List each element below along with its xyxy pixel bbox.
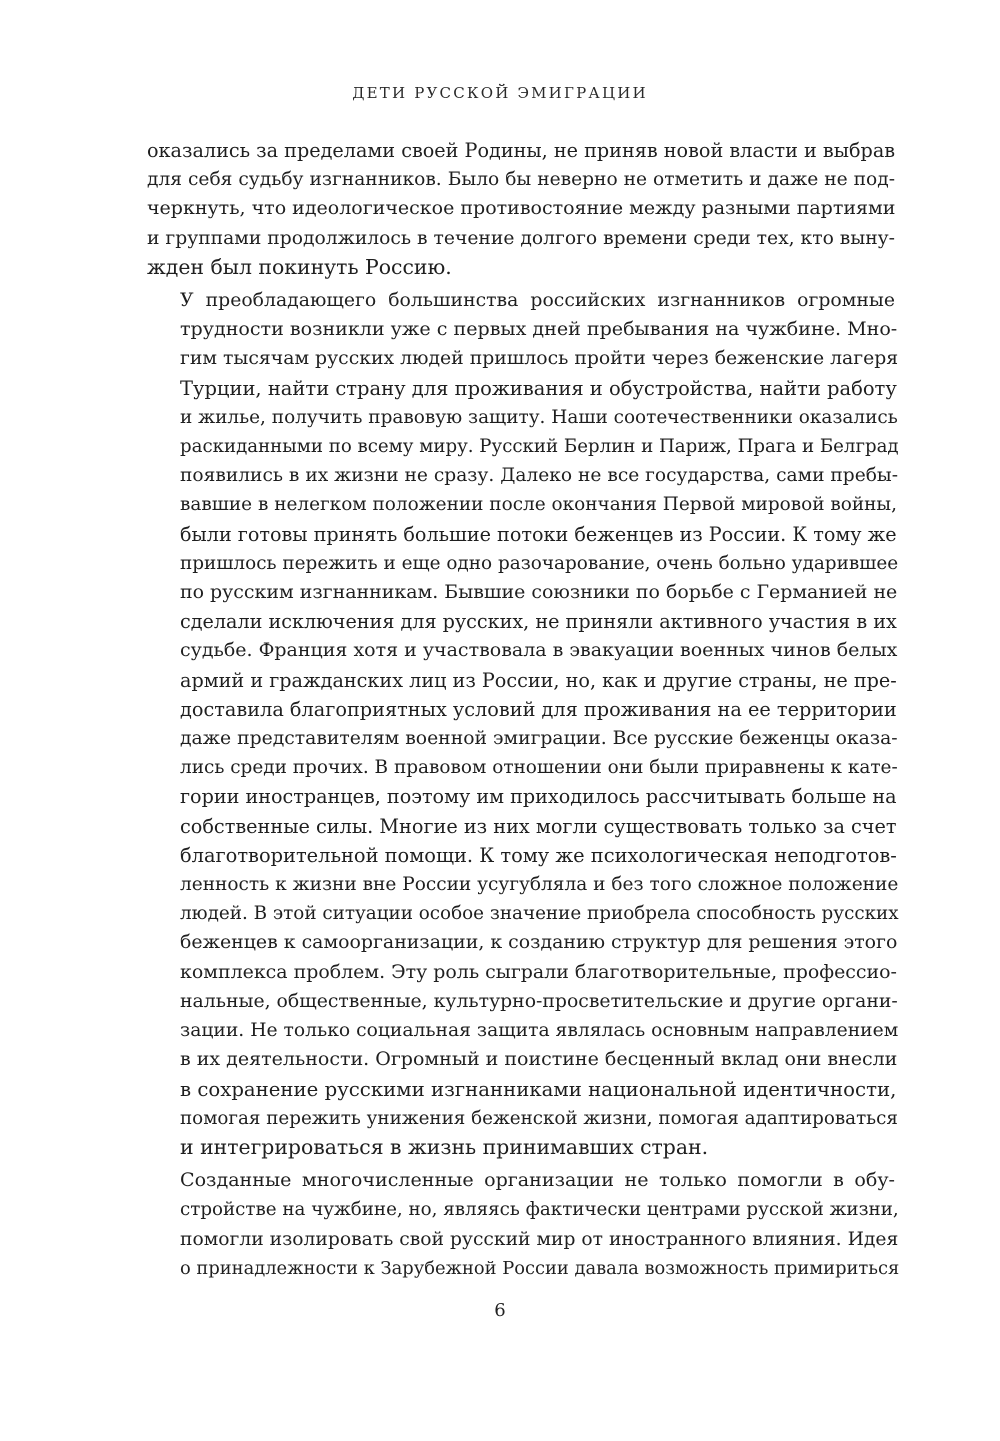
text-line: Турции, найти страну для проживания и обустройства, найти работу xyxy=(180,376,897,400)
text-line: У преобладающего большинства российских изгнанников огромные xyxy=(180,290,895,312)
text-line: раскиданными по всему миру. Русский Берлин и Париж, Прага и Белград xyxy=(180,436,899,458)
text-line: вавшие в нелегком положении после окончания Первой мировой войны, xyxy=(180,494,897,516)
text-line: в сохранение русскими изгнанниками национальной идентичности, xyxy=(180,1077,897,1101)
text-line: даже представителям военной эмиграции. Все русские беженцы оказа- xyxy=(180,728,898,750)
text-line: в их деятельности. Огромный и поистине бесценный вклад они внесли xyxy=(180,1048,898,1071)
text-line: и интегрироваться в жизнь принимавших стран. xyxy=(180,1134,709,1159)
text-line: помогли изолировать свой русский мир от иностранного влияния. Идея xyxy=(180,1228,899,1250)
body-text xyxy=(147,136,900,1287)
text-line: нальные, общественные, культурно-просветительские и другие органи- xyxy=(180,990,898,1012)
paragraph-3 xyxy=(147,1166,900,1283)
text-line: пришлось пережить и еще одно разочарование, очень больно ударившее xyxy=(180,552,899,574)
text-line: о принадлежности к Зарубежной России давала возможность примириться xyxy=(180,1257,900,1279)
text-line: собственные силы. Многие из них могли существовать только за счет xyxy=(180,814,897,838)
text-line: Созданные многочисленные организации не только помогли в обу- xyxy=(180,1169,895,1192)
paragraph-1 xyxy=(147,136,895,282)
text-line: зации. Не только социальная защита являлась основным направлением xyxy=(180,1020,899,1042)
text-line: беженцев к самоорганизации, к созданию структур для решения этого xyxy=(180,931,898,954)
paragraph-2 xyxy=(147,286,899,1162)
text-line: трудности возникли уже с первых дней пребывания на чужбине. Мно- xyxy=(180,318,898,341)
text-line: ленность к жизни вне России усугубляла и без того сложное положение xyxy=(180,874,899,896)
text-line: жден был покинуть Россию. xyxy=(147,254,452,279)
text-line: оказались за пределами своей Родины, не приняв новой власти и выбрав xyxy=(147,139,896,162)
text-line: и жилье, получить правовую защиту. Наши соотечественники оказались xyxy=(180,406,898,428)
text-line: доставила благоприятных условий для проживания на ее территории xyxy=(180,697,897,721)
text-line: по русским изгнанникам. Бывшие союзники по борьбе с Германией не xyxy=(180,581,898,604)
text-line: черкнуть, что идеологическое противостояние между разными партиями xyxy=(147,197,896,220)
text-line: людей. В этой ситуации особое значение приобрела способность русских xyxy=(180,903,899,925)
text-line: армий и гражданских лиц из России, но, как и другие страны, не пре- xyxy=(180,668,897,692)
text-line: судьбе. Франция хотя и участвовала в эвакуации военных чинов белых xyxy=(180,639,898,662)
running-head: ДЕТИ РУССКОЙ ЭМИГРАЦИИ xyxy=(352,84,648,102)
text-line: стройстве на чужбине, но, являясь фактически центрами русской жизни, xyxy=(180,1199,899,1221)
text-line: появились в их жизни не сразу. Далеко не все государства, сами пребы- xyxy=(180,465,899,487)
page-number: 6 xyxy=(494,1300,506,1321)
text-line: комплекса проблем. Эту роль сыграли благотворительные, профессио- xyxy=(180,960,897,983)
text-line: лись среди прочих. В правовом отношении они были приравнены к кате- xyxy=(180,757,898,779)
text-line: гим тысячам русских людей пришлось пройти через беженские лагеря xyxy=(180,348,899,370)
text-line: сделали исключения для русских, не приняли активного участия в их xyxy=(180,610,897,634)
text-line: были готовы принять большие потоки беженцев из России. К тому же xyxy=(180,522,897,546)
text-line: помогая пережить унижения беженской жизни, помогая адаптироваться xyxy=(180,1107,898,1129)
text-line: и группами продолжилось в течение долгого времени среди тех, кто выну- xyxy=(147,227,895,249)
text-line: благотворительной помощи. К тому же психологическая неподготов- xyxy=(180,843,897,867)
text-line: гории иностранцев, поэтому им приходилось рассчитывать больше на xyxy=(180,785,897,809)
text-line: для себя судьбу изгнанников. Было бы неверно не отметить и даже не под- xyxy=(147,169,895,191)
